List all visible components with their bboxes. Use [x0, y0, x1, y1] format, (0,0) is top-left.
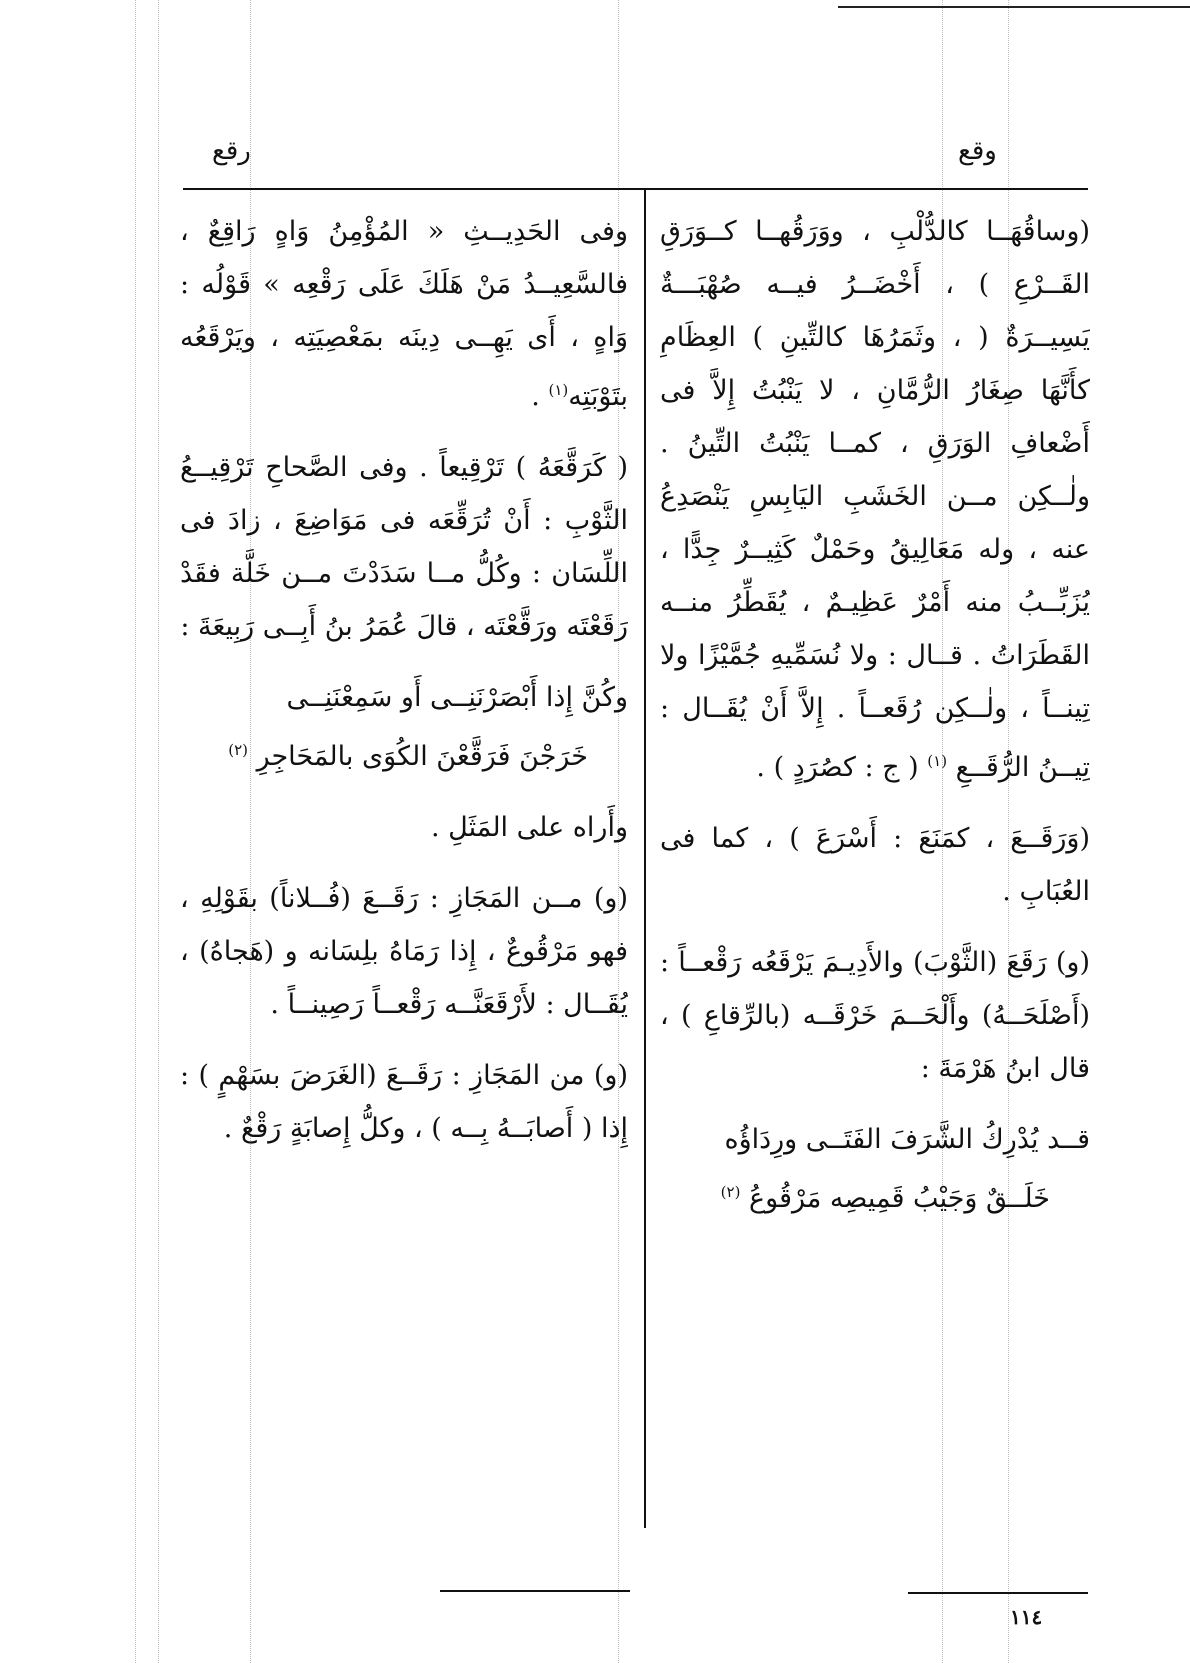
paragraph: وفى الحَدِيــثِ « المُؤْمِنُ وَاهٍ رَاقِعٌ ، فالسَّعِيــدُ مَنْ هَلَكَ عَلَى رَقْعِه » قَوْلُه : وَاهٍ ، أَى يَهِــى دِينَه بمَعْصِيَتِه ، ويَرْقَعُه بتَوْبَتِه$^{(١)}$ .	[180, 216, 628, 412]
paragraph: (و) من المَجَازِ : رَقَــعَ (الغَرَضَ بسَهْمٍ ) : إِذا ( أَصابَــهُ بِــه ) ، وكلُّ إِصابَةٍ رَقْعٌ .	[180, 1060, 628, 1144]
paragraph: (وساقُهَــا كالدُّلْبِ ، ووَرَقُهــا كــوَرَقِ القَــرْعِ ) ، أَخْضَــرُ فيــه صُهْبَـــةٌ يَسِيــرَةٌ ( ، وثَمَرُهَا كالتِّينِ ) العِظَامِ كأَنَّهَا صِغَارُ الرُّمَّانِ ، لا يَنْبُتُ إِلاَّ فى أَضْعافِ الوَرَقِ ، كمــا يَنْبُتُ التِّينُ . ولٰــكِن مــن الخَشَبِ اليَابِسِ يَنْصَدِعُ عنه ، وله مَعَالِيقُ وحَمْلٌ كَثِيــرٌ جِدًّا ، يُزَبِّــبُ منه أَمْرٌ عَظِيـمٌ ، يُقَطِّرُ منــه القَطَرَاتُ . قــال : ولا نُسَمِّيهِ جُمَّيْزًا ولا تِينــاً ، ولٰــكِن رُقَعــاً . إِلاَّ أَنْ يُقَــال : تِيــنُ الرُّقَــعِ $^{(١)}$ ( ج : كصُرَدٍ ) .	[660, 216, 1090, 783]
scan-dotted-line	[158, 0, 159, 1663]
paragraph: ( كَرَقَّعَهُ ) تَرْقِيعاً . وفى الصَّحاحِ تَرْقِيــعُ الثَّوْبِ : أَنْ تُرَقِّعَه فى مَوَاضِعَ ، زادَ فى اللِّسَان : وكُلُّ مــا سَدَدْتَ مــن خَلَّة فقَدْ رَقَعْتَه ورَقَّعْتَه ، قالَ عُمَرُ بنُ أَبِــى رَبِيعَةَ :	[180, 452, 628, 642]
scan-dotted-line	[135, 0, 136, 1663]
verse-line: وكُنَّ إِذا أَبْصَرْنَنِــى أَو سَمِعْنَنِــى	[286, 682, 628, 713]
footnote-ref: (٢)	[720, 1183, 741, 1201]
footnote-ref: (١)	[548, 381, 569, 399]
verse-line: خَلَــقٌ وَجَيْبُ قَمِيصِه مَرْقُوعُ $^{(٢)}$	[720, 1183, 1050, 1214]
header-rule	[183, 188, 1088, 190]
footnote-rule	[908, 1592, 1088, 1594]
running-head-right: وقع	[958, 136, 997, 166]
verse-line: خَرَجْنَ فَرَقَّعْنَ الكُوَى بالمَحَاجِرِ $^{(٢)}$	[228, 741, 588, 772]
verse	[660, 1113, 1090, 1225]
paragraph: (وَرَقَــعَ ، كمَنَعَ : أَسْرَعَ ) ، كما فى العُبَابِ .	[660, 823, 1090, 907]
verse	[180, 671, 628, 783]
paragraph: (و) مــن المَجَازِ : رَقَــعَ (فُــلاناً) بقَوْلِهِ ، فهو مَرْقُوعٌ ، إِذا رَمَاهُ بلِسَانه و (هَجاهُ) ، يُقَــال : لأَرْقَعَنَّــه رَقْعــاً رَصِينــاً .	[180, 883, 628, 1020]
paragraph: وأَراه على المَثَلِ .	[430, 812, 628, 843]
right-column	[660, 205, 1090, 1575]
left-column	[180, 205, 628, 1550]
footnote-ref: (١)	[927, 752, 948, 770]
column-divider	[644, 188, 646, 1528]
verse-line: قــد يُدْرِكُ الشَّرَفَ الفَتَــى ورِدَاؤُه	[724, 1124, 1090, 1155]
footnote-rule	[440, 1590, 630, 1592]
page-number: ١١٤	[1010, 1605, 1043, 1629]
top-edge-rule	[838, 6, 1190, 8]
footnote-ref: (٢)	[228, 741, 248, 759]
paragraph: (و) رَقَعَ (الثَّوْبَ) والأَدِيـمَ يَرْقَعُه رَقْعــاً : (أَصْلَحَــهُ) وأَلْحَــمَ خَرْقَــه (بالرِّقاعِ ) ، قال ابنُ هَرْمَةَ :	[660, 947, 1090, 1084]
running-head-left: رقع	[212, 136, 251, 166]
